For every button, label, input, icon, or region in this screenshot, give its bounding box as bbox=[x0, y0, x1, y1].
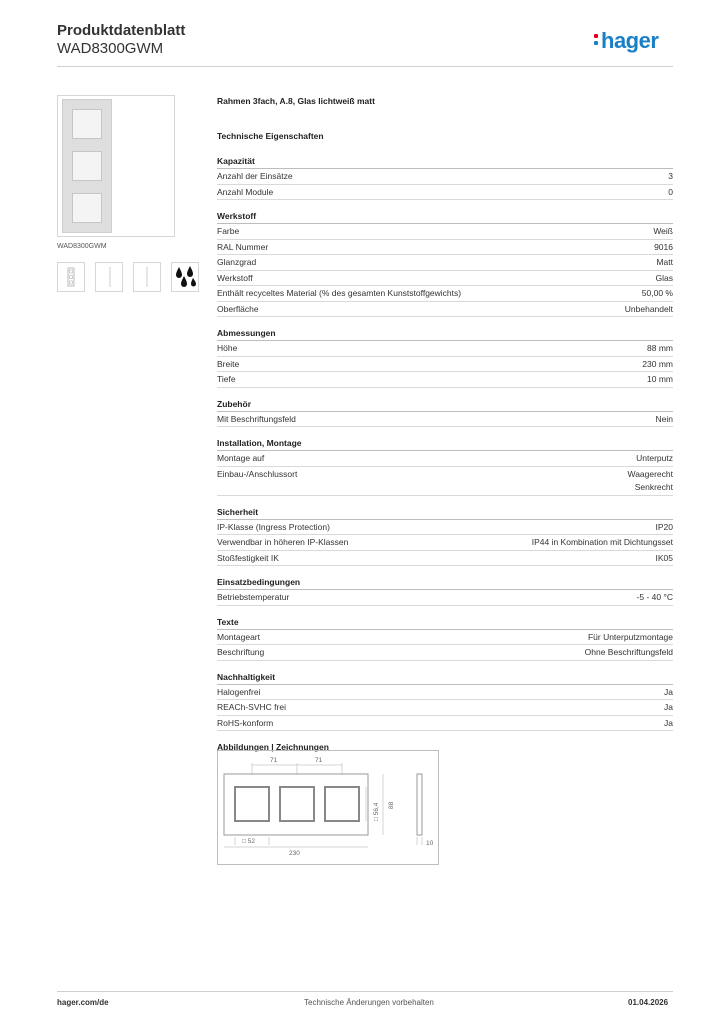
spec-label: REACh-SVHC frei bbox=[217, 702, 286, 712]
spec-label: Montage auf bbox=[217, 453, 265, 463]
spec-label: Breite bbox=[217, 358, 240, 369]
spec-row bbox=[217, 716, 673, 732]
spec-value: 88 mm bbox=[647, 343, 673, 353]
frame-thin-icon[interactable] bbox=[133, 262, 161, 292]
spec-value: Ja bbox=[664, 717, 673, 728]
spec-value: Matt bbox=[656, 257, 673, 267]
spec-value: Für Unterputzmontage bbox=[587, 631, 673, 642]
spec-label: Anzahl der Einsätze bbox=[217, 171, 293, 181]
spec-row bbox=[217, 685, 673, 701]
spec-value: 10 mm bbox=[647, 374, 673, 384]
spec-row bbox=[217, 451, 673, 467]
header-divider bbox=[57, 66, 673, 67]
spec-label: Montageart bbox=[217, 631, 260, 642]
spec-section bbox=[217, 399, 673, 428]
spec-label: Oberfläche bbox=[217, 303, 259, 314]
spec-section bbox=[217, 672, 673, 732]
spec-value: Unbehandelt bbox=[624, 303, 673, 314]
section-title: Installation, Montage bbox=[217, 438, 673, 451]
spec-row bbox=[217, 169, 673, 185]
spec-content bbox=[217, 96, 673, 752]
spec-row bbox=[217, 185, 673, 201]
spec-value: -5 - 40 °C bbox=[636, 592, 673, 602]
spec-row bbox=[217, 412, 673, 428]
spec-section bbox=[217, 156, 673, 200]
spec-label: Einbau-/Anschlussort bbox=[217, 468, 298, 479]
spec-label: Tiefe bbox=[217, 374, 236, 384]
spec-section bbox=[217, 438, 673, 496]
spec-section bbox=[217, 328, 673, 388]
spec-value: 0 bbox=[668, 186, 673, 197]
section-title: Sicherheit bbox=[217, 507, 673, 520]
section-title: Texte bbox=[217, 617, 673, 630]
spec-label: Glanzgrad bbox=[217, 257, 257, 267]
spec-section bbox=[217, 617, 673, 661]
tech-heading: Technische Eigenschaften bbox=[217, 131, 324, 141]
spec-value: IK05 bbox=[655, 552, 673, 563]
spec-value: Ja bbox=[664, 702, 673, 712]
spec-value bbox=[627, 468, 673, 495]
spec-label: Verwendbar in höheren IP-Klassen bbox=[217, 537, 349, 547]
dim-window: □ 52 bbox=[242, 838, 255, 845]
spec-value: IP44 in Kombination mit Dichtungsset bbox=[531, 537, 673, 547]
spec-value: Weiß bbox=[653, 226, 673, 236]
spec-label: RAL Nummer bbox=[217, 241, 269, 252]
frame-side-icon[interactable] bbox=[95, 262, 123, 292]
spec-label: Beschriftung bbox=[217, 647, 265, 657]
spec-row bbox=[217, 630, 673, 646]
spec-value: 9016 bbox=[654, 241, 673, 252]
section-title: Abmessungen bbox=[217, 328, 673, 341]
footer-website[interactable]: hager.com/de bbox=[57, 998, 109, 1007]
dim-opening: □ 56,4 bbox=[373, 802, 380, 821]
drawing-window-2 bbox=[280, 787, 314, 821]
spec-row bbox=[217, 551, 673, 567]
frame-opening bbox=[72, 193, 102, 223]
spec-value-line: Waagerecht bbox=[627, 468, 673, 479]
spec-row bbox=[217, 286, 673, 302]
spec-value: 230 mm bbox=[642, 358, 673, 369]
page-title: Produktdatenblatt bbox=[57, 22, 186, 39]
technical-drawing bbox=[217, 750, 439, 865]
spec-label: Betriebstemperatur bbox=[217, 592, 290, 602]
spec-row bbox=[217, 467, 673, 496]
spec-value: Ohne Beschriftungsfeld bbox=[584, 647, 673, 657]
spec-row bbox=[217, 535, 673, 551]
section-title: Einsatzbedingungen bbox=[217, 577, 673, 590]
frame-opening bbox=[72, 109, 102, 139]
dim-width: 230 bbox=[289, 850, 300, 857]
spec-label: Anzahl Module bbox=[217, 186, 274, 197]
spec-section bbox=[217, 211, 673, 317]
spec-row bbox=[217, 645, 673, 661]
spec-label: Halogenfrei bbox=[217, 686, 261, 697]
spec-value: 50,00 % bbox=[641, 288, 673, 298]
spec-value: IP20 bbox=[655, 521, 673, 532]
spec-row bbox=[217, 590, 673, 606]
spec-label: IP-Klasse (Ingress Protection) bbox=[217, 521, 330, 532]
frame-illustration bbox=[62, 99, 112, 233]
section-title: Nachhaltigkeit bbox=[217, 672, 673, 685]
section-title: Zubehör bbox=[217, 399, 673, 412]
spec-label: RoHS-konform bbox=[217, 717, 274, 728]
product-image bbox=[57, 95, 175, 237]
spec-value: Ja bbox=[664, 686, 673, 697]
spec-row bbox=[217, 520, 673, 536]
spec-label: Mit Beschriftungsfeld bbox=[217, 413, 296, 424]
spec-row bbox=[217, 240, 673, 256]
spec-section bbox=[217, 507, 673, 567]
spec-label: Stoßfestigkeit IK bbox=[217, 552, 279, 563]
image-caption: WAD8300GWM bbox=[57, 243, 107, 250]
spec-value: 3 bbox=[668, 171, 673, 181]
water-drops-icon[interactable] bbox=[171, 262, 199, 292]
spec-label: Werkstoff bbox=[217, 272, 253, 283]
spec-row bbox=[217, 372, 673, 388]
logo-dots-icon bbox=[594, 34, 600, 48]
spec-row bbox=[217, 271, 673, 287]
hager-logo: hager bbox=[594, 28, 658, 54]
section-title: Werkstoff bbox=[217, 211, 673, 224]
dim-pitch-2: 71 bbox=[315, 757, 323, 764]
spec-value: Unterputz bbox=[636, 453, 673, 463]
spec-row bbox=[217, 700, 673, 716]
spec-label: Enthält recyceltes Material (% des gesamten Kunststoffgewichts) bbox=[217, 288, 462, 298]
article-number: WAD8300GWM bbox=[57, 40, 164, 57]
drawing-window-1 bbox=[235, 787, 269, 821]
page-header bbox=[57, 22, 185, 58]
dim-pitch-1: 71 bbox=[270, 757, 278, 764]
footer-note: Technische Änderungen vorbehalten bbox=[304, 998, 434, 1007]
spec-section bbox=[217, 577, 673, 606]
spec-value: Nein bbox=[655, 413, 673, 424]
drawing-window-3 bbox=[325, 787, 359, 821]
drawing-frame-outline bbox=[224, 774, 368, 835]
spec-label: Farbe bbox=[217, 226, 240, 236]
frame-front-icon[interactable] bbox=[57, 262, 85, 292]
dim-depth: 10 bbox=[426, 840, 434, 847]
footer-date: 01.04.2026 bbox=[628, 998, 669, 1007]
spec-row bbox=[217, 357, 673, 373]
spec-row bbox=[217, 224, 673, 240]
dim-height: 88 bbox=[388, 801, 395, 809]
spec-row bbox=[217, 255, 673, 271]
spec-sections bbox=[217, 156, 673, 731]
footer-divider bbox=[57, 991, 673, 992]
spec-value-line: Senkrecht bbox=[634, 482, 673, 492]
spec-value: Glas bbox=[655, 272, 673, 283]
drawing-side-view bbox=[417, 774, 422, 835]
section-title: Kapazität bbox=[217, 156, 673, 169]
spec-row bbox=[217, 341, 673, 357]
frame-opening bbox=[72, 151, 102, 181]
drawing-title: Abbildungen | Zeichnungen bbox=[217, 742, 329, 752]
spec-label: Höhe bbox=[217, 343, 238, 353]
spec-row bbox=[217, 302, 673, 318]
product-description: Rahmen 3fach, A.8, Glas lichtweiß matt bbox=[217, 96, 375, 106]
